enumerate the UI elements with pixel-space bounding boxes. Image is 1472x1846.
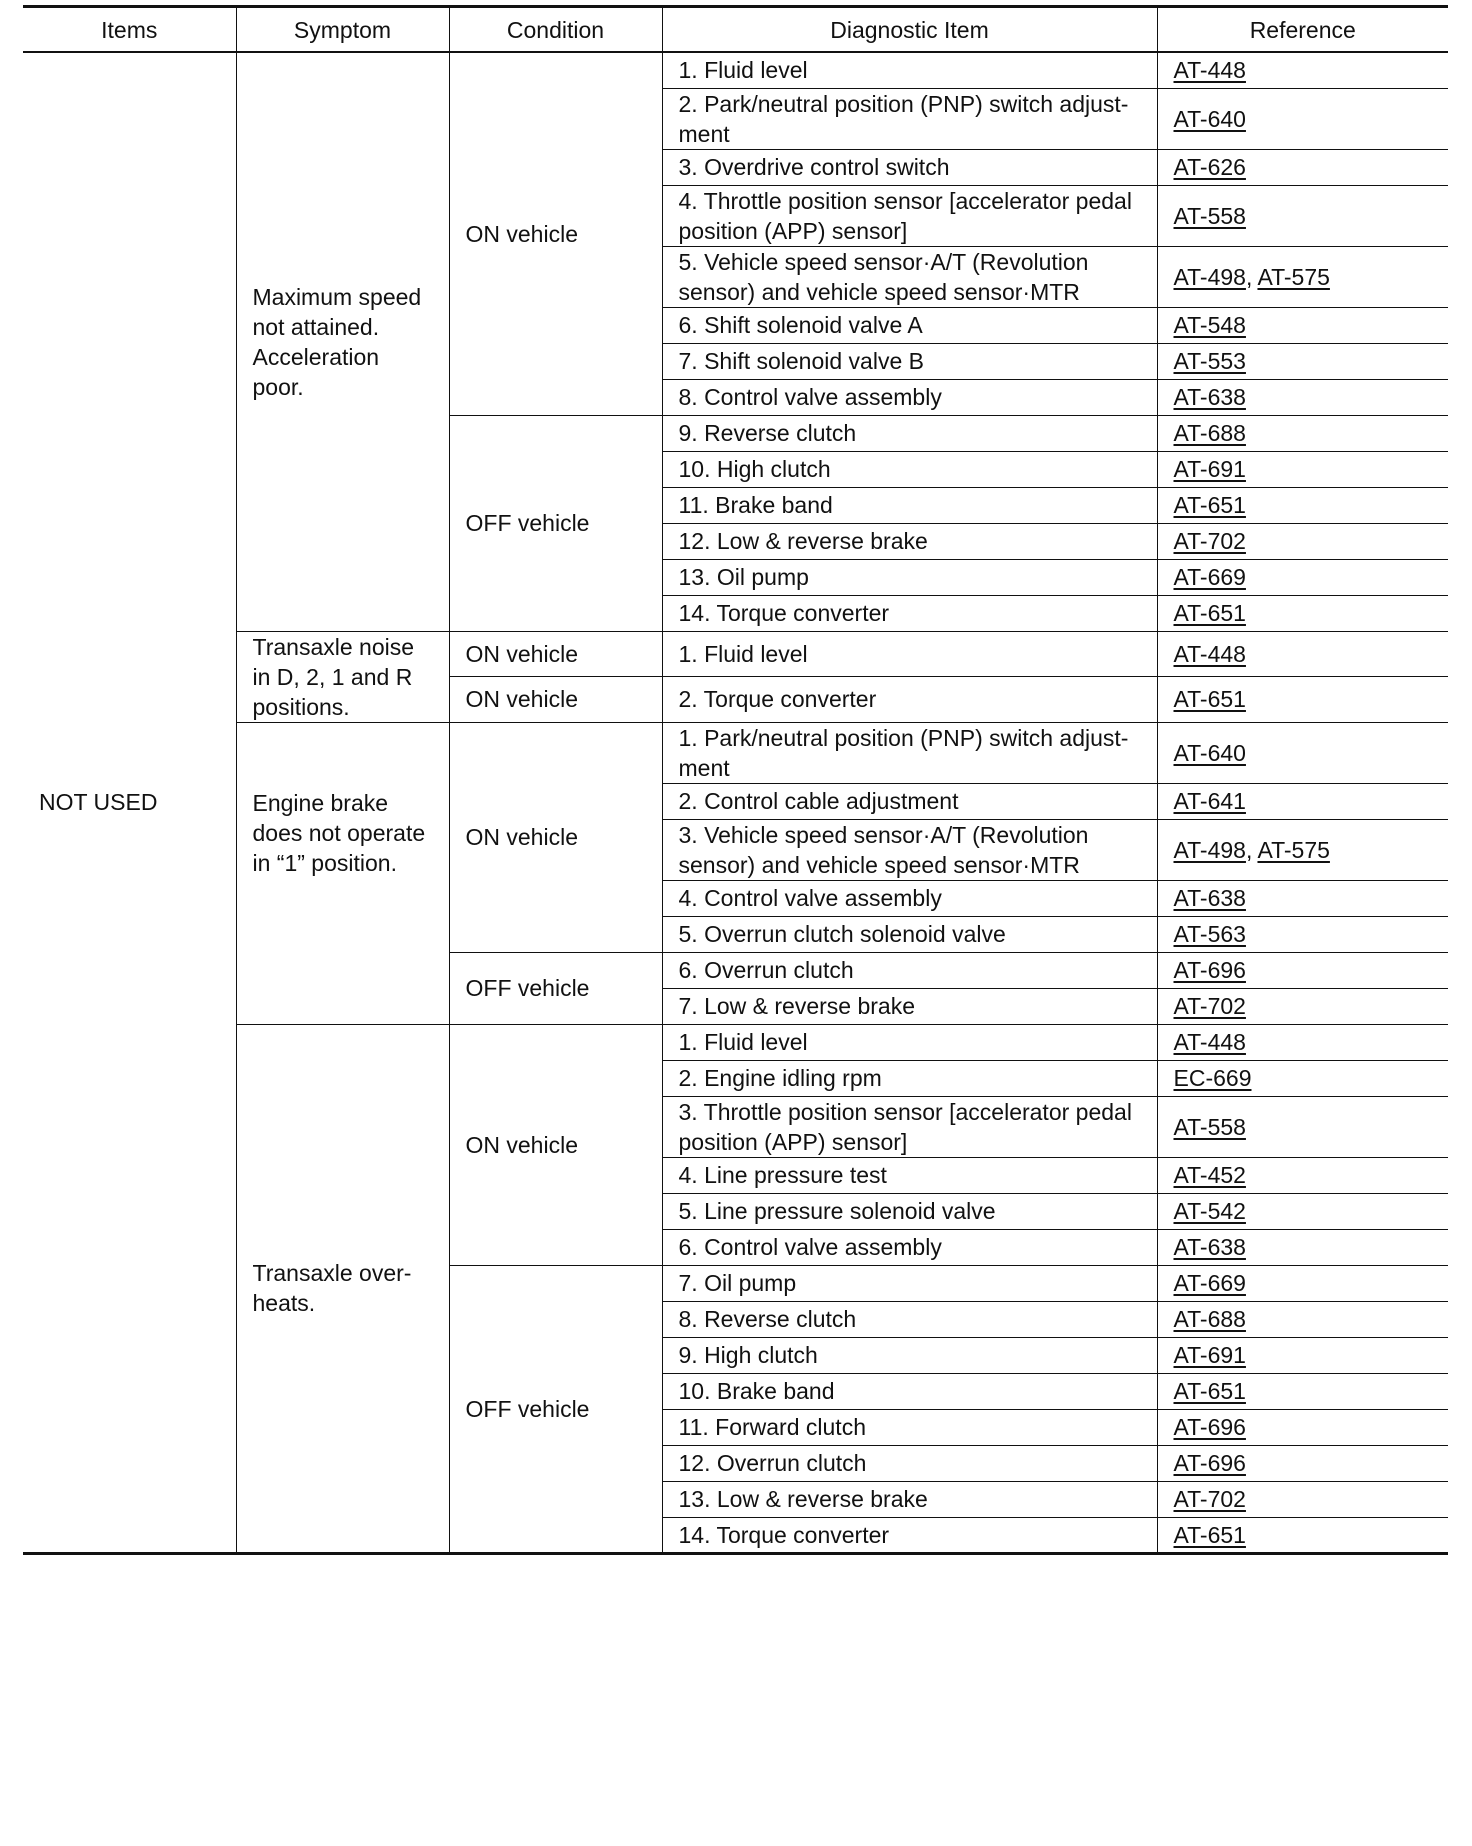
diagnostic-item-cell: 12. Overrun clutch xyxy=(662,1445,1157,1481)
diagnostic-item-cell: 5. Vehicle speed sensor·A/T (Revolution sensor) and vehicle speed sensor·MTR xyxy=(662,246,1157,307)
reference-link[interactable]: AT-558 xyxy=(1173,1113,1246,1140)
diagnostic-item-cell: 5. Line pressure solenoid valve xyxy=(662,1193,1157,1229)
diagnostic-item-cell: 10. High clutch xyxy=(662,451,1157,487)
condition-cell: ON vehicle xyxy=(449,1024,662,1265)
reference-link[interactable]: AT-640 xyxy=(1173,105,1246,132)
reference-cell xyxy=(1157,1373,1448,1409)
diagnostic-item-cell: 2. Engine idling rpm xyxy=(662,1060,1157,1096)
reference-cell xyxy=(1157,916,1448,952)
reference-link[interactable]: AT-651 xyxy=(1173,492,1246,518)
reference-cell xyxy=(1157,559,1448,595)
reference-cell xyxy=(1157,595,1448,631)
table-row xyxy=(23,722,1448,783)
symptom-cell: Transaxle over-heats. xyxy=(236,1024,449,1553)
diagnostic-item-cell: 11. Brake band xyxy=(662,487,1157,523)
reference-link[interactable]: AT-548 xyxy=(1173,312,1246,338)
diagnostic-item-cell: 11. Forward clutch xyxy=(662,1409,1157,1445)
condition-cell: ON vehicle xyxy=(449,52,662,415)
header-diagnostic-item: Diagnostic Item xyxy=(662,7,1157,53)
reference-cell xyxy=(1157,1481,1448,1517)
diagnostic-item-cell: 14. Torque converter xyxy=(662,595,1157,631)
reference-cell xyxy=(1157,343,1448,379)
condition-cell: OFF vehicle xyxy=(449,952,662,1024)
reference-link[interactable]: AT-641 xyxy=(1173,788,1246,814)
diagnostic-item-cell: 6. Control valve assembly xyxy=(662,1229,1157,1265)
reference-cell xyxy=(1157,1193,1448,1229)
diagnostic-item-cell: 3. Overdrive control switch xyxy=(662,149,1157,185)
reference-cell xyxy=(1157,379,1448,415)
symptom-cell: Engine brake does not operate in “1” position. xyxy=(236,722,449,1024)
reference-link[interactable]: AT-558 xyxy=(1173,202,1246,229)
header-symptom: Symptom xyxy=(236,7,449,53)
diagnostic-item-cell: 12. Low & reverse brake xyxy=(662,523,1157,559)
reference-link[interactable]: AT-688 xyxy=(1173,1306,1246,1332)
diagnostic-item-cell: 2. Park/neutral position (PNP) switch adjust-ment xyxy=(662,88,1157,149)
header-row xyxy=(23,7,1448,53)
diagnostic-item-cell: 7. Low & reverse brake xyxy=(662,988,1157,1024)
reference-cell xyxy=(1157,307,1448,343)
diagnostic-item-cell: 8. Control valve assembly xyxy=(662,379,1157,415)
diagnostic-item-cell: 1. Park/neutral position (PNP) switch adjust-ment xyxy=(662,722,1157,783)
reference-cell xyxy=(1157,1265,1448,1301)
reference-cell xyxy=(1157,246,1448,307)
reference-link[interactable]: AT-626 xyxy=(1173,154,1246,180)
diagnostic-item-cell: 6. Overrun clutch xyxy=(662,952,1157,988)
reference-cell xyxy=(1157,523,1448,559)
reference-link[interactable]: AT-498 xyxy=(1173,263,1246,290)
table-row xyxy=(23,631,1448,677)
reference-link[interactable]: AT-553 xyxy=(1173,348,1246,374)
table-row xyxy=(23,1024,1448,1060)
reference-link[interactable]: AT-669 xyxy=(1173,564,1246,590)
reference-separator: , xyxy=(1245,263,1258,290)
reference-link[interactable]: AT-638 xyxy=(1173,384,1246,410)
header-condition: Condition xyxy=(449,7,662,53)
reference-link[interactable]: EC-669 xyxy=(1173,1065,1252,1091)
reference-link[interactable]: AT-702 xyxy=(1173,528,1246,554)
reference-cell xyxy=(1157,1409,1448,1445)
reference-link[interactable]: AT-651 xyxy=(1173,1521,1246,1548)
reference-cell xyxy=(1157,819,1448,880)
reference-link[interactable]: AT-498 xyxy=(1173,836,1246,863)
table-body xyxy=(23,52,1448,1553)
diagnostic-item-cell: 1. Fluid level xyxy=(662,52,1157,88)
items-cell: NOT USED xyxy=(23,52,236,1553)
reference-cell xyxy=(1157,52,1448,88)
diagnostic-item-cell: 7. Oil pump xyxy=(662,1265,1157,1301)
symptom-cell: Maximum speed not attained. Acceleration poor. xyxy=(236,52,449,631)
diagnostic-item-cell: 1. Fluid level xyxy=(662,1024,1157,1060)
diagnostic-item-cell: 1. Fluid level xyxy=(662,631,1157,677)
condition-cell: OFF vehicle xyxy=(449,415,662,631)
reference-link[interactable]: AT-651 xyxy=(1173,600,1246,626)
diagnostic-item-cell: 4. Control valve assembly xyxy=(662,880,1157,916)
reference-link[interactable]: AT-702 xyxy=(1173,993,1246,1019)
diagnostic-item-cell: 3. Throttle position sensor [accelerator pedal position (APP) sensor] xyxy=(662,1096,1157,1157)
diagnostic-item-cell: 8. Reverse clutch xyxy=(662,1301,1157,1337)
reference-link[interactable]: AT-448 xyxy=(1173,640,1246,667)
table-row xyxy=(23,52,1448,88)
reference-cell xyxy=(1157,880,1448,916)
reference-cell xyxy=(1157,487,1448,523)
reference-link[interactable]: AT-696 xyxy=(1173,957,1246,983)
symptom-cell: Transaxle noise in D, 2, 1 and R positions. xyxy=(236,631,449,722)
diagnostic-item-cell: 14. Torque converter xyxy=(662,1517,1157,1553)
reference-link[interactable]: AT-696 xyxy=(1173,1450,1246,1476)
diagnostic-item-cell: 6. Shift solenoid valve A xyxy=(662,307,1157,343)
reference-cell xyxy=(1157,185,1448,246)
diagnostic-item-cell: 5. Overrun clutch solenoid valve xyxy=(662,916,1157,952)
reference-link[interactable]: AT-651 xyxy=(1173,686,1246,713)
diagnostic-item-cell: 3. Vehicle speed sensor·A/T (Revolution sensor) and vehicle speed sensor·MTR xyxy=(662,819,1157,880)
reference-link[interactable]: AT-448 xyxy=(1173,57,1246,84)
condition-cell: ON vehicle xyxy=(449,677,662,723)
header-reference: Reference xyxy=(1157,7,1448,53)
reference-link[interactable]: AT-691 xyxy=(1173,456,1246,482)
condition-cell: ON vehicle xyxy=(449,722,662,952)
reference-link[interactable]: AT-691 xyxy=(1173,1342,1246,1368)
reference-link[interactable]: AT-563 xyxy=(1173,921,1246,947)
reference-cell xyxy=(1157,415,1448,451)
diagnostic-item-cell: 13. Oil pump xyxy=(662,559,1157,595)
reference-cell xyxy=(1157,988,1448,1024)
reference-cell xyxy=(1157,1060,1448,1096)
diagnostic-item-cell: 4. Line pressure test xyxy=(662,1157,1157,1193)
reference-link[interactable]: AT-702 xyxy=(1173,1486,1246,1512)
diagnostic-item-cell: 9. Reverse clutch xyxy=(662,415,1157,451)
reference-cell xyxy=(1157,677,1448,723)
reference-link[interactable]: AT-448 xyxy=(1173,1029,1246,1055)
reference-cell xyxy=(1157,1301,1448,1337)
reference-link[interactable]: AT-638 xyxy=(1173,885,1246,911)
table-header xyxy=(23,7,1448,53)
reference-cell xyxy=(1157,952,1448,988)
reference-cell xyxy=(1157,631,1448,677)
diagnostic-item-cell: 9. High clutch xyxy=(662,1337,1157,1373)
reference-link[interactable]: AT-452 xyxy=(1173,1162,1246,1188)
diagnostic-item-cell: 7. Shift solenoid valve B xyxy=(662,343,1157,379)
reference-link[interactable]: AT-575 xyxy=(1257,263,1330,290)
reference-link[interactable]: AT-542 xyxy=(1173,1198,1246,1224)
diagnostic-item-cell: 2. Torque converter xyxy=(662,677,1157,723)
reference-link[interactable]: AT-651 xyxy=(1173,1378,1246,1404)
reference-cell xyxy=(1157,1024,1448,1060)
reference-link[interactable]: AT-575 xyxy=(1257,836,1330,863)
reference-cell xyxy=(1157,1096,1448,1157)
reference-link[interactable]: AT-688 xyxy=(1173,420,1246,446)
reference-cell xyxy=(1157,149,1448,185)
reference-link[interactable]: AT-669 xyxy=(1173,1270,1246,1296)
reference-cell xyxy=(1157,1517,1448,1553)
reference-cell xyxy=(1157,1157,1448,1193)
header-items: Items xyxy=(23,7,236,53)
reference-cell xyxy=(1157,88,1448,149)
diagnostic-item-cell: 10. Brake band xyxy=(662,1373,1157,1409)
reference-cell xyxy=(1157,1337,1448,1373)
condition-cell: OFF vehicle xyxy=(449,1265,662,1553)
diagnostic-item-cell: 13. Low & reverse brake xyxy=(662,1481,1157,1517)
diagnostic-item-cell: 4. Throttle position sensor [accelerator pedal position (APP) sensor] xyxy=(662,185,1157,246)
reference-cell xyxy=(1157,722,1448,783)
reference-separator: , xyxy=(1245,836,1258,863)
reference-link[interactable]: AT-638 xyxy=(1173,1234,1246,1260)
reference-link[interactable]: AT-696 xyxy=(1173,1414,1246,1440)
reference-cell xyxy=(1157,783,1448,819)
reference-cell xyxy=(1157,1229,1448,1265)
reference-link[interactable]: AT-640 xyxy=(1173,739,1246,766)
reference-cell xyxy=(1157,451,1448,487)
reference-cell xyxy=(1157,1445,1448,1481)
diagnostic-item-cell: 2. Control cable adjustment xyxy=(662,783,1157,819)
condition-cell: ON vehicle xyxy=(449,631,662,677)
diagnostic-table xyxy=(23,5,1448,1555)
